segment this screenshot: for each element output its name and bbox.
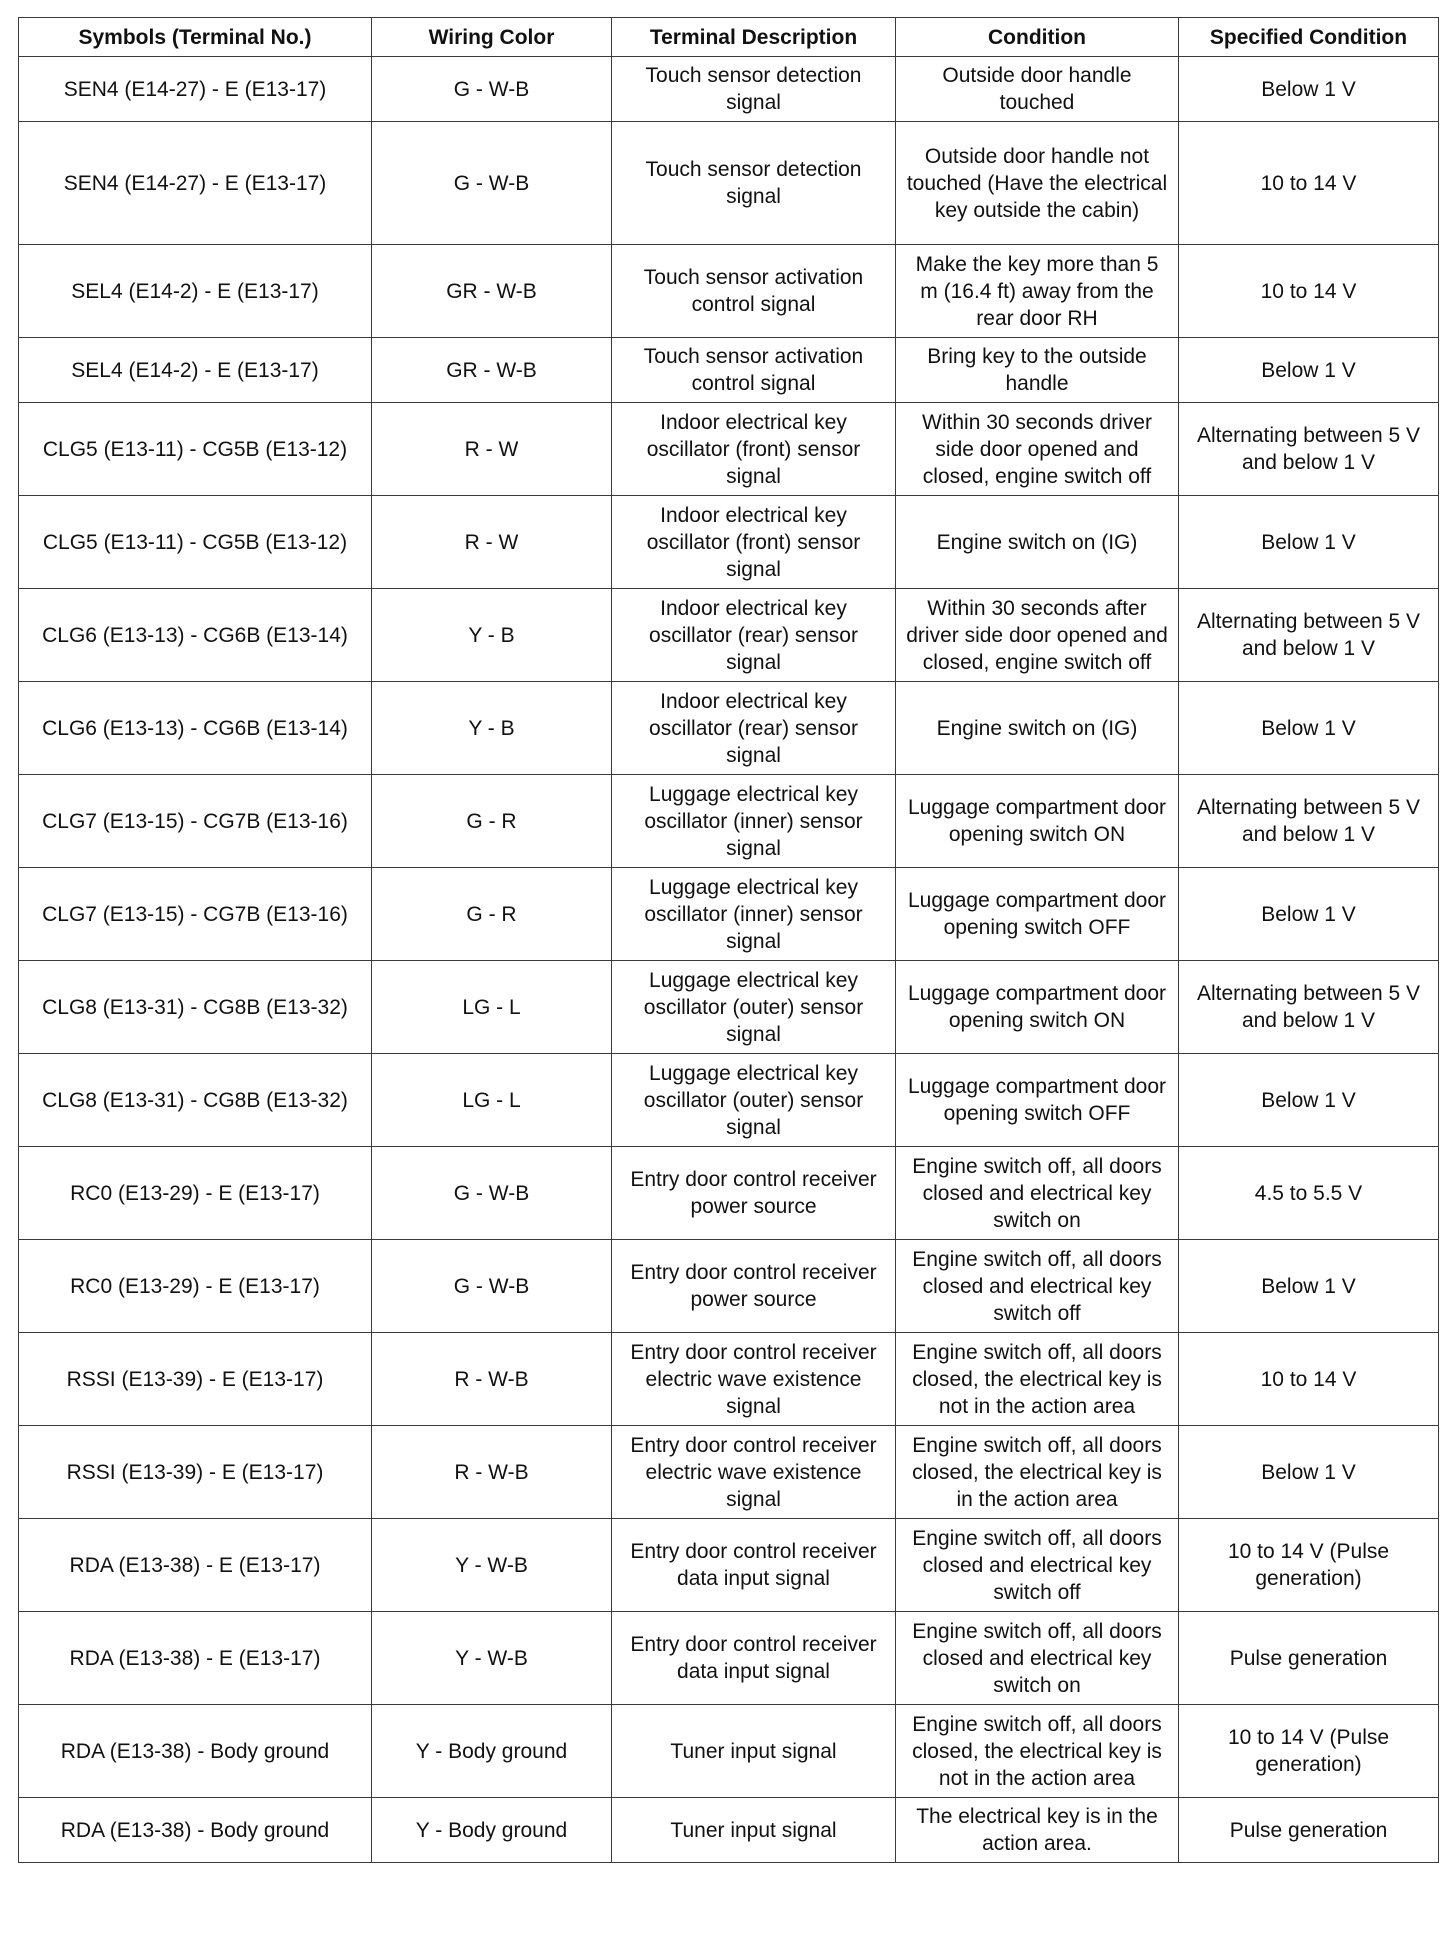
table-header — [19, 18, 1439, 57]
cell-specified-condition: Below 1 V — [1179, 1426, 1439, 1519]
cell-specified-condition: Pulse generation — [1179, 1612, 1439, 1705]
cell-condition: Engine switch off, all doors closed, the electrical key is in the action area — [896, 1426, 1179, 1519]
cell-symbols: RC0 (E13-29) - E (E13-17) — [19, 1240, 372, 1333]
cell-wiring-color: LG - L — [372, 961, 612, 1054]
table-row — [19, 1147, 1439, 1240]
cell-condition: The electrical key is in the action area. — [896, 1798, 1179, 1863]
cell-wiring-color: R - W — [372, 403, 612, 496]
cell-specified-condition: Below 1 V — [1179, 868, 1439, 961]
cell-terminal-description: Touch sensor activation control signal — [612, 245, 896, 338]
cell-specified-condition: Below 1 V — [1179, 1054, 1439, 1147]
cell-wiring-color: G - W-B — [372, 1147, 612, 1240]
cell-condition: Outside door handle not touched (Have the electrical key outside the cabin) — [896, 122, 1179, 245]
cell-specified-condition: Below 1 V — [1179, 1240, 1439, 1333]
cell-condition: Luggage compartment door opening switch ON — [896, 961, 1179, 1054]
table-row — [19, 1798, 1439, 1863]
header-row — [19, 18, 1439, 57]
cell-specified-condition: 10 to 14 V — [1179, 1333, 1439, 1426]
cell-terminal-description: Entry door control receiver electric wave existence signal — [612, 1333, 896, 1426]
table-row — [19, 1519, 1439, 1612]
table-row — [19, 1054, 1439, 1147]
cell-condition: Within 30 seconds after driver side door opened and closed, engine switch off — [896, 589, 1179, 682]
cell-symbols: CLG6 (E13-13) - CG6B (E13-14) — [19, 682, 372, 775]
cell-specified-condition: 10 to 14 V — [1179, 245, 1439, 338]
cell-wiring-color: R - W — [372, 496, 612, 589]
table-row — [19, 245, 1439, 338]
cell-wiring-color: Y - W-B — [372, 1612, 612, 1705]
cell-specified-condition: Alternating between 5 V and below 1 V — [1179, 589, 1439, 682]
cell-symbols: CLG5 (E13-11) - CG5B (E13-12) — [19, 496, 372, 589]
cell-symbols: SEL4 (E14-2) - E (E13-17) — [19, 245, 372, 338]
cell-wiring-color: R - W-B — [372, 1426, 612, 1519]
table-row — [19, 589, 1439, 682]
header-symbols: Symbols (Terminal No.) — [19, 18, 372, 57]
cell-specified-condition: Below 1 V — [1179, 57, 1439, 122]
cell-terminal-description: Touch sensor detection signal — [612, 122, 896, 245]
cell-symbols: RDA (E13-38) - Body ground — [19, 1798, 372, 1863]
table-row — [19, 122, 1439, 245]
table-row — [19, 403, 1439, 496]
cell-condition: Luggage compartment door opening switch OFF — [896, 1054, 1179, 1147]
cell-terminal-description: Touch sensor detection signal — [612, 57, 896, 122]
cell-terminal-description: Luggage electrical key oscillator (outer) sensor signal — [612, 961, 896, 1054]
cell-wiring-color: R - W-B — [372, 1333, 612, 1426]
cell-specified-condition: Below 1 V — [1179, 338, 1439, 403]
cell-condition: Within 30 seconds driver side door opened and closed, engine switch off — [896, 403, 1179, 496]
table-row — [19, 1612, 1439, 1705]
cell-wiring-color: LG - L — [372, 1054, 612, 1147]
header-condition: Condition — [896, 18, 1179, 57]
cell-symbols: CLG5 (E13-11) - CG5B (E13-12) — [19, 403, 372, 496]
terminal-spec-table — [18, 17, 1439, 1863]
cell-terminal-description: Entry door control receiver data input signal — [612, 1519, 896, 1612]
cell-symbols: SEL4 (E14-2) - E (E13-17) — [19, 338, 372, 403]
cell-condition: Engine switch off, all doors closed and electrical key switch on — [896, 1147, 1179, 1240]
table-row — [19, 1705, 1439, 1798]
cell-wiring-color: Y - Body ground — [372, 1705, 612, 1798]
cell-terminal-description: Entry door control receiver power source — [612, 1240, 896, 1333]
cell-condition: Luggage compartment door opening switch ON — [896, 775, 1179, 868]
cell-terminal-description: Tuner input signal — [612, 1798, 896, 1863]
cell-wiring-color: Y - Body ground — [372, 1798, 612, 1863]
cell-terminal-description: Luggage electrical key oscillator (outer) sensor signal — [612, 1054, 896, 1147]
cell-symbols: RDA (E13-38) - E (E13-17) — [19, 1612, 372, 1705]
cell-symbols: RSSI (E13-39) - E (E13-17) — [19, 1426, 372, 1519]
cell-wiring-color: G - W-B — [372, 57, 612, 122]
table-row — [19, 57, 1439, 122]
cell-condition: Engine switch on (IG) — [896, 682, 1179, 775]
cell-terminal-description: Entry door control receiver power source — [612, 1147, 896, 1240]
cell-symbols: SEN4 (E14-27) - E (E13-17) — [19, 57, 372, 122]
cell-wiring-color: G - W-B — [372, 1240, 612, 1333]
table-row — [19, 1333, 1439, 1426]
cell-condition: Engine switch off, all doors closed, the electrical key is not in the action area — [896, 1333, 1179, 1426]
cell-specified-condition: Alternating between 5 V and below 1 V — [1179, 775, 1439, 868]
cell-condition: Bring key to the outside handle — [896, 338, 1179, 403]
cell-terminal-description: Touch sensor activation control signal — [612, 338, 896, 403]
header-wiring-color: Wiring Color — [372, 18, 612, 57]
cell-condition: Engine switch off, all doors closed and electrical key switch on — [896, 1612, 1179, 1705]
cell-terminal-description: Luggage electrical key oscillator (inner) sensor signal — [612, 868, 896, 961]
cell-symbols: CLG8 (E13-31) - CG8B (E13-32) — [19, 961, 372, 1054]
cell-specified-condition: 10 to 14 V (Pulse generation) — [1179, 1705, 1439, 1798]
cell-symbols: RC0 (E13-29) - E (E13-17) — [19, 1147, 372, 1240]
cell-symbols: CLG7 (E13-15) - CG7B (E13-16) — [19, 868, 372, 961]
table-row — [19, 775, 1439, 868]
cell-condition: Luggage compartment door opening switch OFF — [896, 868, 1179, 961]
table-body — [19, 57, 1439, 1863]
cell-wiring-color: GR - W-B — [372, 338, 612, 403]
cell-condition: Outside door handle touched — [896, 57, 1179, 122]
cell-specified-condition: 10 to 14 V (Pulse generation) — [1179, 1519, 1439, 1612]
header-specified-condition: Specified Condition — [1179, 18, 1439, 57]
cell-condition: Engine switch off, all doors closed and electrical key switch off — [896, 1240, 1179, 1333]
cell-specified-condition: Alternating between 5 V and below 1 V — [1179, 961, 1439, 1054]
terminal-spec-page — [18, 17, 1438, 1863]
cell-symbols: CLG8 (E13-31) - CG8B (E13-32) — [19, 1054, 372, 1147]
cell-symbols: RSSI (E13-39) - E (E13-17) — [19, 1333, 372, 1426]
cell-condition: Engine switch off, all doors closed, the electrical key is not in the action area — [896, 1705, 1179, 1798]
cell-symbols: SEN4 (E14-27) - E (E13-17) — [19, 122, 372, 245]
table-row — [19, 868, 1439, 961]
cell-terminal-description: Tuner input signal — [612, 1705, 896, 1798]
table-row — [19, 338, 1439, 403]
cell-specified-condition: Pulse generation — [1179, 1798, 1439, 1863]
cell-wiring-color: Y - B — [372, 682, 612, 775]
table-row — [19, 682, 1439, 775]
cell-condition: Engine switch off, all doors closed and electrical key switch off — [896, 1519, 1179, 1612]
cell-wiring-color: G - R — [372, 868, 612, 961]
cell-terminal-description: Entry door control receiver data input signal — [612, 1612, 896, 1705]
cell-wiring-color: Y - W-B — [372, 1519, 612, 1612]
cell-terminal-description: Indoor electrical key oscillator (rear) sensor signal — [612, 589, 896, 682]
cell-terminal-description: Entry door control receiver electric wave existence signal — [612, 1426, 896, 1519]
cell-wiring-color: GR - W-B — [372, 245, 612, 338]
header-terminal-description: Terminal Description — [612, 18, 896, 57]
cell-condition: Engine switch on (IG) — [896, 496, 1179, 589]
cell-specified-condition: Below 1 V — [1179, 496, 1439, 589]
cell-specified-condition: 4.5 to 5.5 V — [1179, 1147, 1439, 1240]
cell-symbols: CLG6 (E13-13) - CG6B (E13-14) — [19, 589, 372, 682]
table-row — [19, 496, 1439, 589]
cell-terminal-description: Indoor electrical key oscillator (front) sensor signal — [612, 403, 896, 496]
table-row — [19, 961, 1439, 1054]
cell-terminal-description: Indoor electrical key oscillator (front) sensor signal — [612, 496, 896, 589]
cell-symbols: CLG7 (E13-15) - CG7B (E13-16) — [19, 775, 372, 868]
cell-symbols: RDA (E13-38) - E (E13-17) — [19, 1519, 372, 1612]
cell-wiring-color: Y - B — [372, 589, 612, 682]
cell-specified-condition: Below 1 V — [1179, 682, 1439, 775]
cell-terminal-description: Indoor electrical key oscillator (rear) sensor signal — [612, 682, 896, 775]
cell-condition: Make the key more than 5 m (16.4 ft) away from the rear door RH — [896, 245, 1179, 338]
table-row — [19, 1426, 1439, 1519]
cell-symbols: RDA (E13-38) - Body ground — [19, 1705, 372, 1798]
cell-terminal-description: Luggage electrical key oscillator (inner) sensor signal — [612, 775, 896, 868]
cell-specified-condition: Alternating between 5 V and below 1 V — [1179, 403, 1439, 496]
cell-wiring-color: G - W-B — [372, 122, 612, 245]
cell-wiring-color: G - R — [372, 775, 612, 868]
cell-specified-condition: 10 to 14 V — [1179, 122, 1439, 245]
table-row — [19, 1240, 1439, 1333]
